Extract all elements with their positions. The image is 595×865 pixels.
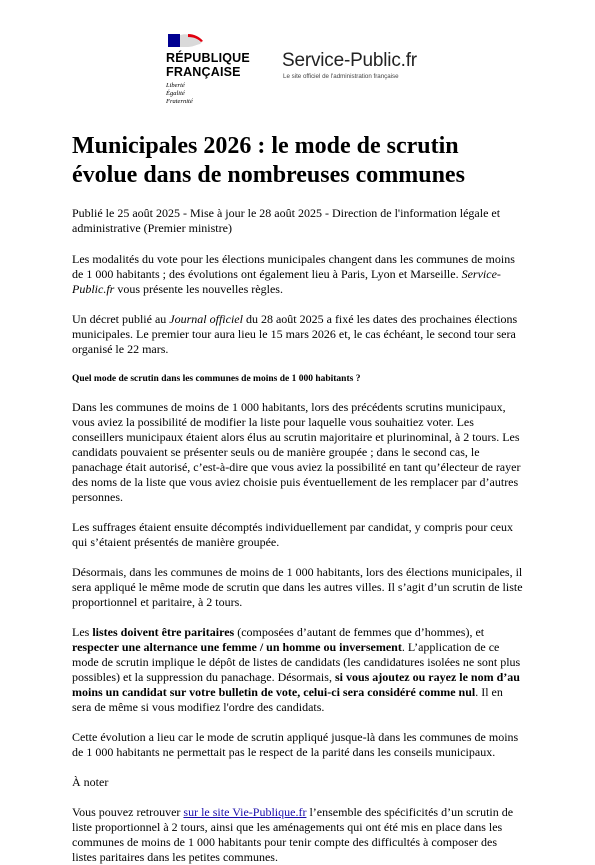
note-text-a: Vous pouvez retrouver	[72, 805, 181, 819]
s4-bold-paritaires: listes doivent être paritaires	[92, 625, 235, 639]
note-text-b: l’ensemble des spécificités d’un scrutin de liste proportionnel à 2 tours, ainsi que les aménagements qui ont été mis en place dans les communes de moins de 1 000 habitants pour tenir compte des difficultés à composer des listes paritaires dans les petites communes.	[72, 805, 514, 864]
s4-bold-nul: si vous ajoutez ou rayez le nom d’au moins un candidat sur votre bulletin de vote, celui-ci sera considéré comme nul	[72, 670, 520, 699]
article-title: Municipales 2026 : le mode de scrutin évolue dans de nombreuses communes	[72, 133, 465, 188]
service-public-brand: Service-Public.fr	[282, 50, 417, 71]
intro-1-end: vous présente les nouvelles règles.	[117, 282, 283, 296]
intro-2-start: Un décret publié au	[72, 312, 167, 326]
motto-fraternite: Fraternité	[166, 98, 193, 105]
journal-officiel: Journal officiel	[169, 312, 243, 326]
section-paragraph-4	[72, 625, 524, 715]
s4-text-e: . Il en sera de même si vous modifiez l'ordre des candidats.	[72, 685, 503, 714]
vie-publique-link[interactable]: sur le site Vie-Publique.fr	[183, 805, 307, 819]
section-paragraph-1: Dans les communes de moins de 1 000 habitants, lors des précédents scrutins municipaux, vous aviez la possibilité de modifier la liste pour laquelle vous souhaitiez voter. Les conseillers municipaux étaient alors élus au scrutin majoritaire et plurinominal, à 2 tours. Les candidats pouvaient se présenter seuls ou de manière groupée ; dans le second cas, le panachage était autorisé, c’est-à-dire que vous aviez la possibilité en tant qu’électeur de rayer des noms de la liste que vous aviez choisie puis éventuellement de les remplacer par d’autres personnes.	[72, 400, 521, 504]
motto-liberte: Liberté	[166, 82, 185, 89]
s4-bold-alternance: respecter une alternance une femme / un homme ou inversement	[72, 640, 402, 654]
section-paragraph-2: Les suffrages étaient ensuite décomptés individuellement par candidat, y compris pour ceux qui s’étaient présentés de manière groupée.	[72, 520, 513, 549]
s4-text-a: Les	[72, 625, 90, 639]
service-public-tagline: Le site officiel de l'administration française	[283, 73, 399, 80]
section-heading: Quel mode de scrutin dans les communes de moins de 1 000 habitants ?	[72, 374, 361, 384]
article-body	[72, 132, 524, 865]
intro-paragraph-2	[72, 312, 524, 357]
page-header	[0, 0, 595, 115]
republique-francaise-wordmark	[166, 52, 250, 79]
s4-text-c: (composées d’autant de femmes que d’hommes), et	[237, 625, 485, 639]
section-paragraph-3: Désormais, dans les communes de moins de 1 000 habitants, lors des élections municipales, il sera appliqué le même mode de scrutin que dans les autres villes. Il s’agit d’un scrutin de liste proportionnel et paritaire, à 2 tours.	[72, 565, 523, 609]
marianne-logo-icon	[166, 32, 204, 49]
francaise-line: FRANÇAISE	[166, 64, 241, 79]
republique-line: RÉPUBLIQUE	[166, 51, 250, 65]
note-paragraph	[72, 805, 524, 865]
intro-2-rest: du 28 août 2025 a fixé les dates des prochaines élections municipales. Le premier tour aura lieu le 15 mars 2026 et, le cas échéant, le second tour sera organisé le 22 mars.	[72, 312, 518, 356]
s4-text-d: . L’application de ce mode de scrutin implique le dépôt de listes de candidats (les candidatures isolées ne sont plus possibles) et la suppression du panachage. Désormais,	[72, 640, 521, 684]
section-paragraph-5: Cette évolution a lieu car le mode de scrutin appliqué jusque-là dans les communes de moins de 1 000 habitants ne permettait pas le respect de la parité dans les conseils municipaux.	[72, 730, 519, 759]
republic-motto	[166, 82, 193, 106]
intro-1-text: Les modalités du vote pour les élections municipales changent dans les communes de moins de 1 000 habitants ; des évolutions ont également lieu à Paris, Lyon et Marseille.	[72, 252, 515, 281]
note-label: À noter	[72, 775, 109, 789]
intro-1-brand: Service-Public.fr	[72, 267, 501, 296]
intro-paragraph-1	[72, 252, 524, 297]
article-meta: Publié le 25 août 2025 - Mise à jour le 28 août 2025 - Direction de l'information légale et administrative (Premier ministre)	[72, 206, 501, 235]
motto-egalite: Égalité	[166, 90, 185, 97]
